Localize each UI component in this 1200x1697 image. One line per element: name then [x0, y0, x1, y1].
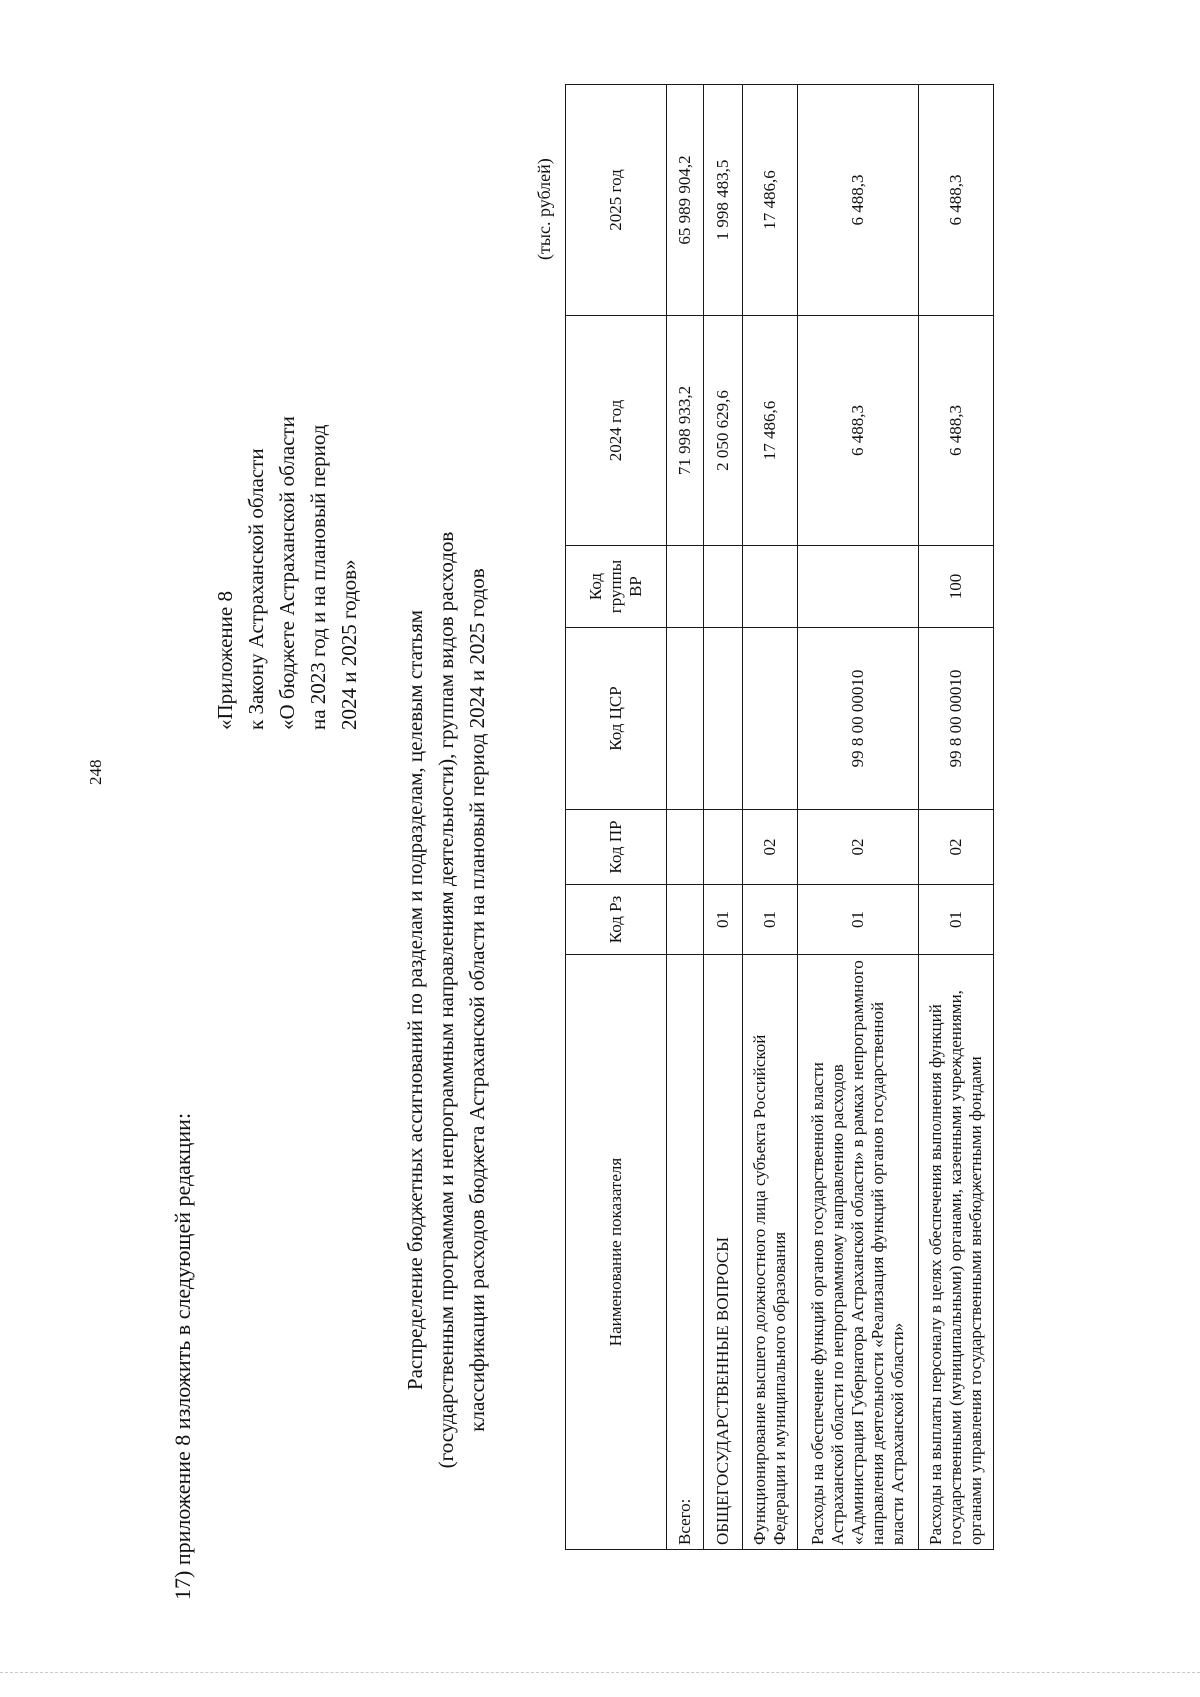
cell-pr: 02 [743, 810, 798, 885]
table-row [704, 85, 743, 1550]
table-row [798, 85, 919, 1550]
cell-2024: 17 486,6 [743, 316, 798, 546]
rotated-page-content [60, 0, 1140, 1600]
budget-table [565, 84, 994, 1550]
appendix-line: 2024 и 2025 годов» [337, 559, 361, 730]
header-csr: Код ЦСР [566, 628, 667, 810]
cell-rz [667, 885, 704, 955]
header-vr: Код группы ВР [566, 546, 667, 628]
cell-csr [667, 628, 704, 810]
cell-2025: 6 488,3 [919, 85, 994, 316]
cell-vr [743, 546, 798, 628]
appendix-line: «О бюджете Астраханской области [275, 416, 299, 730]
cell-csr [704, 628, 743, 810]
header-2024: 2024 год [566, 316, 667, 546]
cell-2025: 1 998 483,5 [704, 85, 743, 316]
cell-rz: 01 [704, 885, 743, 955]
cell-name: Всего: [667, 955, 704, 1550]
table-header-row [566, 85, 667, 1550]
units-label: (тыс. рублей) [534, 158, 554, 260]
cell-2024: 6 488,3 [798, 316, 919, 546]
header-2025: 2025 год [566, 85, 667, 316]
page-number: 248 [86, 759, 105, 785]
cell-vr [798, 546, 919, 628]
title-line: классификации расходов бюджета Астраханской области на плановый период 2024 и 2025 годов [465, 568, 489, 1432]
cell-rz: 01 [743, 885, 798, 955]
cell-name: Расходы на обеспечение функций органов государственной власти Астраханской области по непрограммному направлению расходов «Администрация Губернатора Астраханской области» в рамках непрограммного направления деятельности «Реализация функций органов государственной власти Астраханской области» [798, 955, 919, 1550]
header-rz: Код Рз [566, 885, 667, 955]
cell-csr [743, 628, 798, 810]
cell-2024: 6 488,3 [919, 316, 994, 546]
appendix-line: к Закону Астраханской области [244, 448, 268, 730]
cell-2024: 2 050 629,6 [704, 316, 743, 546]
cell-pr [667, 810, 704, 885]
appendix-header [210, 416, 365, 730]
appendix-line: на 2023 год и на плановый период [306, 424, 330, 730]
cell-pr [704, 810, 743, 885]
cell-rz: 01 [798, 885, 919, 955]
cell-pr: 02 [919, 810, 994, 885]
cell-2025: 17 486,6 [743, 85, 798, 316]
table-row [919, 85, 994, 1550]
appendix-line: «Приложение 8 [213, 591, 237, 730]
cell-2024: 71 998 933,2 [667, 316, 704, 546]
document-title [400, 440, 493, 1560]
header-name: Наименование показателя [566, 955, 667, 1550]
page-bottom-edge [0, 1672, 1200, 1673]
intro-text: 17) приложение 8 изложить в следующей редакции: [170, 1112, 195, 1600]
table-row [743, 85, 798, 1550]
cell-csr: 99 8 00 00010 [919, 628, 994, 810]
cell-name: ОБЩЕГОСУДАРСТВЕННЫЕ ВОПРОСЫ [704, 955, 743, 1550]
cell-csr: 99 8 00 00010 [798, 628, 919, 810]
title-line: (государственным программам и непрограммным направлениям деятельности), группам видов расходов [434, 531, 458, 1469]
cell-name: Расходы на выплаты персоналу в целях обеспечения выполнения функций государственными (муниципальными) органами, казенными учреждениями, органами управления государственными внебюджетными фондами [919, 955, 994, 1550]
cell-rz: 01 [919, 885, 994, 955]
cell-pr: 02 [798, 810, 919, 885]
cell-vr: 100 [919, 546, 994, 628]
cell-vr [667, 546, 704, 628]
table-row [667, 85, 704, 1550]
cell-vr [704, 546, 743, 628]
cell-name: Функционирование высшего должностного лица субъекта Российской Федерации и муниципального образования [743, 955, 798, 1550]
header-pr: Код ПР [566, 810, 667, 885]
cell-2025: 6 488,3 [798, 85, 919, 316]
cell-2025: 65 989 904,2 [667, 85, 704, 316]
title-line: Распределение бюджетных ассигнований по разделам и подразделам, целевым статьям [403, 609, 427, 1391]
